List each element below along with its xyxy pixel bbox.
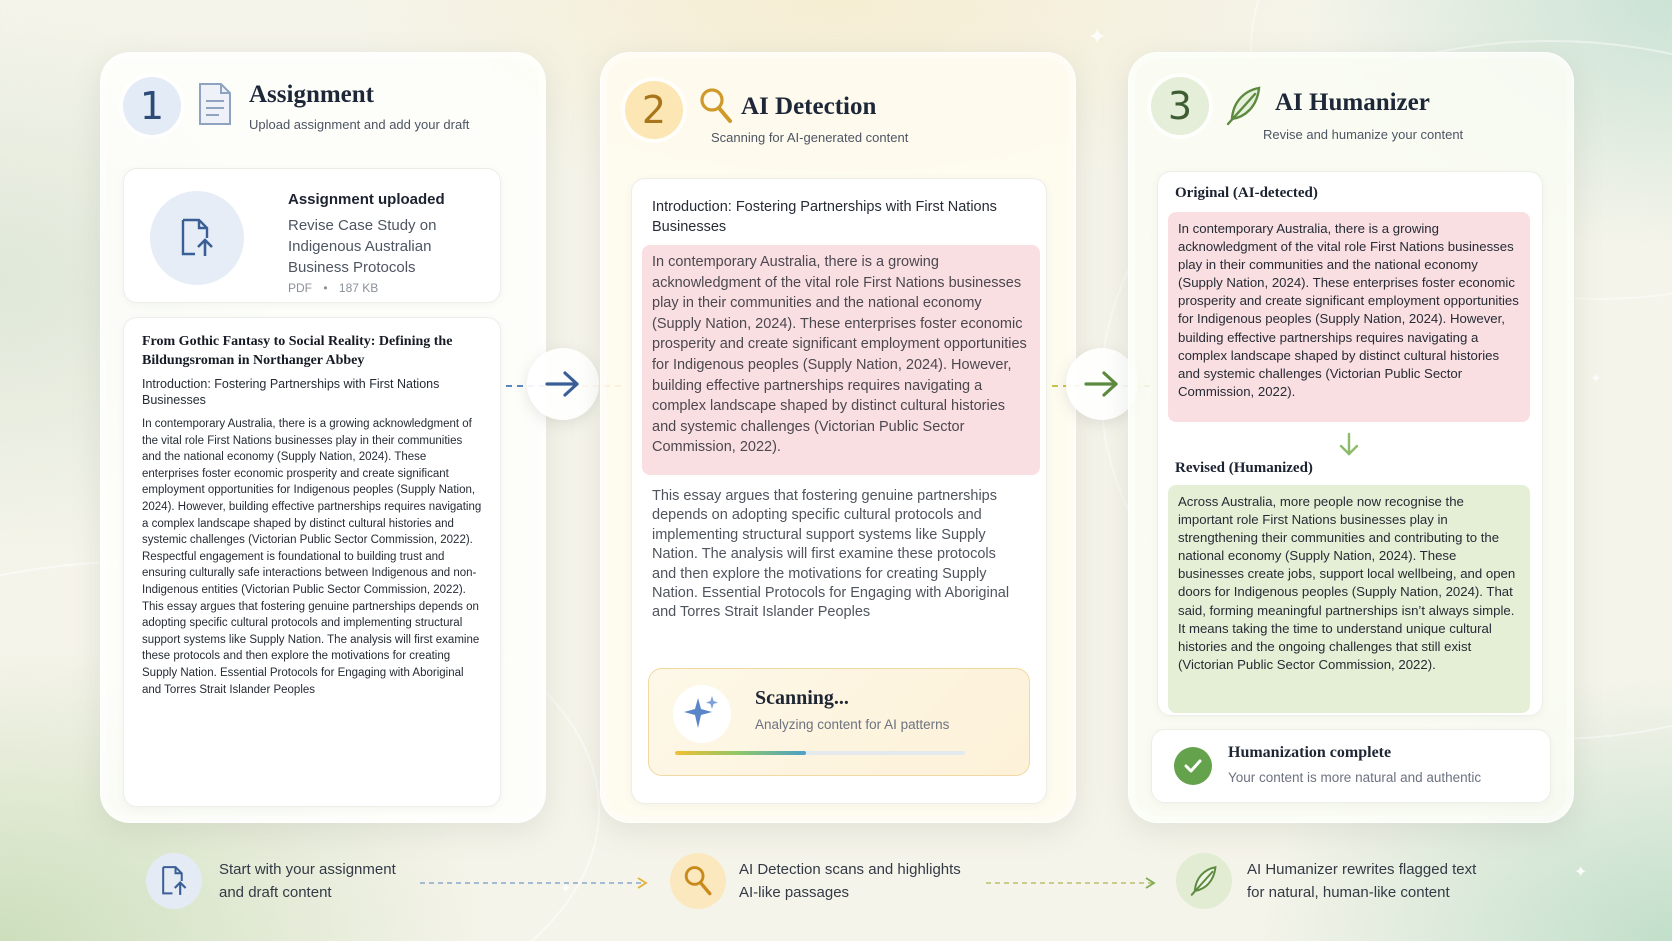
- humanization-status-desc: Your content is more natural and authentic: [1228, 770, 1482, 785]
- draft-body: In contemporary Australia, there is a growing acknowledgment of the vital role First Nations businesses play in their communities and the national economy (Supply Nation, 2024). These enterprises foster economic prosperity and create significant employment opportunities for Indigenous peoples (Supply Nation, 2024). However, building effective partnerships requires navigating a complex landscape shaped by distinct cultural histories and systemic challenges (Victorian Public Sector Commission, 2022). Respectful engagement is foundational to building trust and ensuring culturally safe interactions between Indigenous and non-Indigenous entities (Victorian Public Sector Commission, 2022). This essay argues that fostering genuine partnerships depends on adopting specific cultural protocols and implementing structural support systems like Supply Nation. The analysis will first examine these protocols and then explore the motivations for creating Supply Nation. Essential Protocols for Engaging with Aboriginal and Torres Strait Islander Peoples: [142, 418, 482, 696]
- sparkle-icon: ✦: [1590, 370, 1602, 386]
- arrow-right-icon: [544, 369, 582, 399]
- upload-status: Assignment uploaded: [288, 191, 445, 208]
- sparkle-icon: ✦: [1574, 864, 1588, 881]
- draft-heading: From Gothic Fantasy to Social Reality: Defining the Bildungsroman in Northanger Abbey: [142, 334, 453, 368]
- magnifier-icon: [670, 853, 726, 909]
- original-text[interactable]: In contemporary Australia, there is a growing acknowledgment of the vital role First Nations businesses play in their communities and the national economy (Supply Nation, 2024). These enterprises foster economic prosperity and create significant employment opportunities for Indigenous peoples (Supply Nation, 2024). However, building effective partnerships requires navigating a complex landscape shaped by distinct cultural histories and systemic challenges (Victorian Public Sector Commission, 2022).: [1168, 212, 1530, 422]
- arrow-down-icon: [1338, 432, 1360, 458]
- file-size: 187 KB: [338, 281, 379, 295]
- scan-status-card: [648, 668, 1030, 776]
- file-type: PDF: [288, 281, 312, 295]
- draft-document[interactable]: [123, 317, 501, 807]
- panel-title: AI Humanizer: [1275, 89, 1430, 116]
- original-label: Original (AI-detected): [1175, 185, 1318, 201]
- footer-step-3-line2: for natural, human-like content: [1247, 884, 1450, 901]
- meta-separator: •: [323, 281, 328, 295]
- scan-progress-fill: [675, 751, 806, 755]
- footer-step-1: [219, 858, 396, 904]
- upload-file-icon: [146, 853, 202, 909]
- comparison-card[interactable]: [1157, 171, 1543, 716]
- magnifier-icon: [699, 87, 733, 125]
- footer-step-1-line2: and draft content: [219, 884, 332, 901]
- check-icon: [1174, 747, 1212, 785]
- humanization-status-card: [1151, 729, 1551, 803]
- feather-icon: [1176, 853, 1232, 909]
- footer-step-3-line1: AI Humanizer rewrites flagged text: [1247, 861, 1477, 878]
- panel-subtitle: Scanning for AI-generated content: [711, 130, 909, 145]
- sparkle-icon: ✦: [560, 880, 572, 896]
- footer-step-2: [739, 858, 961, 904]
- panel-subtitle: Revise and humanize your content: [1263, 127, 1464, 142]
- footer-step-2-line2: AI-like passages: [739, 884, 850, 901]
- document-icon: [197, 81, 233, 127]
- humanization-status-title: Humanization complete: [1228, 744, 1392, 761]
- footer-step-1-line1: Start with your assignment: [219, 861, 396, 878]
- ai-humanizer-panel: [1128, 52, 1574, 823]
- file-meta: [288, 281, 386, 295]
- upload-file-icon: [150, 191, 244, 285]
- draft-intro: Introduction: Fostering Partnerships with First Nations Businesses: [142, 377, 440, 407]
- assignment-panel: [100, 52, 546, 823]
- step-number-3: 3: [1151, 77, 1209, 135]
- step-number-2: 2: [625, 81, 683, 139]
- next-step-arrow: [527, 348, 599, 420]
- ai-detection-panel: [600, 52, 1076, 823]
- footer-step-2-line1: AI Detection scans and highlights: [739, 861, 961, 878]
- scan-progress-bar: [675, 751, 965, 755]
- footer-connector: [986, 876, 1160, 890]
- scanned-document[interactable]: [631, 178, 1047, 804]
- scan-intro: Introduction: Fostering Partnerships with First Nations Businesses: [652, 199, 997, 235]
- scan-status-title: Scanning...: [755, 687, 849, 709]
- scan-status-desc: Analyzing content for AI patterns: [755, 717, 950, 732]
- file-name: Revise Case Study on Indigenous Australian Business Protocols: [288, 217, 437, 276]
- sparkle-icon: [673, 685, 731, 743]
- arrow-right-icon: [1083, 369, 1121, 399]
- step-number-1: 1: [123, 77, 181, 135]
- revised-label: Revised (Humanized): [1175, 460, 1313, 476]
- footer-connector: [420, 876, 652, 890]
- panel-title: Assignment: [249, 81, 375, 108]
- feather-icon: [1225, 85, 1263, 127]
- sparkle-icon: ✦: [1088, 24, 1107, 49]
- flagged-passage[interactable]: In contemporary Australia, there is a growing acknowledgment of the vital role First Nations businesses play in their communities and the national economy (Supply Nation, 2024). These enterprises foster economic prosperity and create significant employment opportunities for Indigenous peoples (Supply Nation, 2024). However, building effective partnerships requires navigating a complex landscape shaped by distinct cultural histories and systemic challenges (Victorian Public Sector Commission, 2022).: [642, 245, 1040, 475]
- uploaded-file-card[interactable]: [123, 168, 501, 303]
- unflagged-passage: This essay argues that fostering genuine partnerships depends on adopting specific cultural protocols and implementing structural support systems like Supply Nation. The analysis will first examine these protocols and then explore the motivations for creating Supply Nation. Essential Protocols for Engaging with Aboriginal and Torres Strait Islander Peoples: [652, 488, 1010, 621]
- revised-text[interactable]: Across Australia, more people now recognise the important role First Nations businesses play in strengthening their communities and contributing to the national economy (Supply Nation, 2024). These businesses create jobs, support local wellbeing, and open doors for Indigenous peoples (Supply Nation, 2024). That said, forming meaningful partnerships isn’t always simple. It means taking the time to understand unique cultural histories and the ongoing challenges that still exist (Victorian Public Sector Commission, 2022).: [1168, 485, 1530, 713]
- panel-title: AI Detection: [741, 93, 877, 120]
- panel-subtitle: Upload assignment and add your draft: [249, 117, 470, 132]
- footer-step-3: [1247, 858, 1476, 904]
